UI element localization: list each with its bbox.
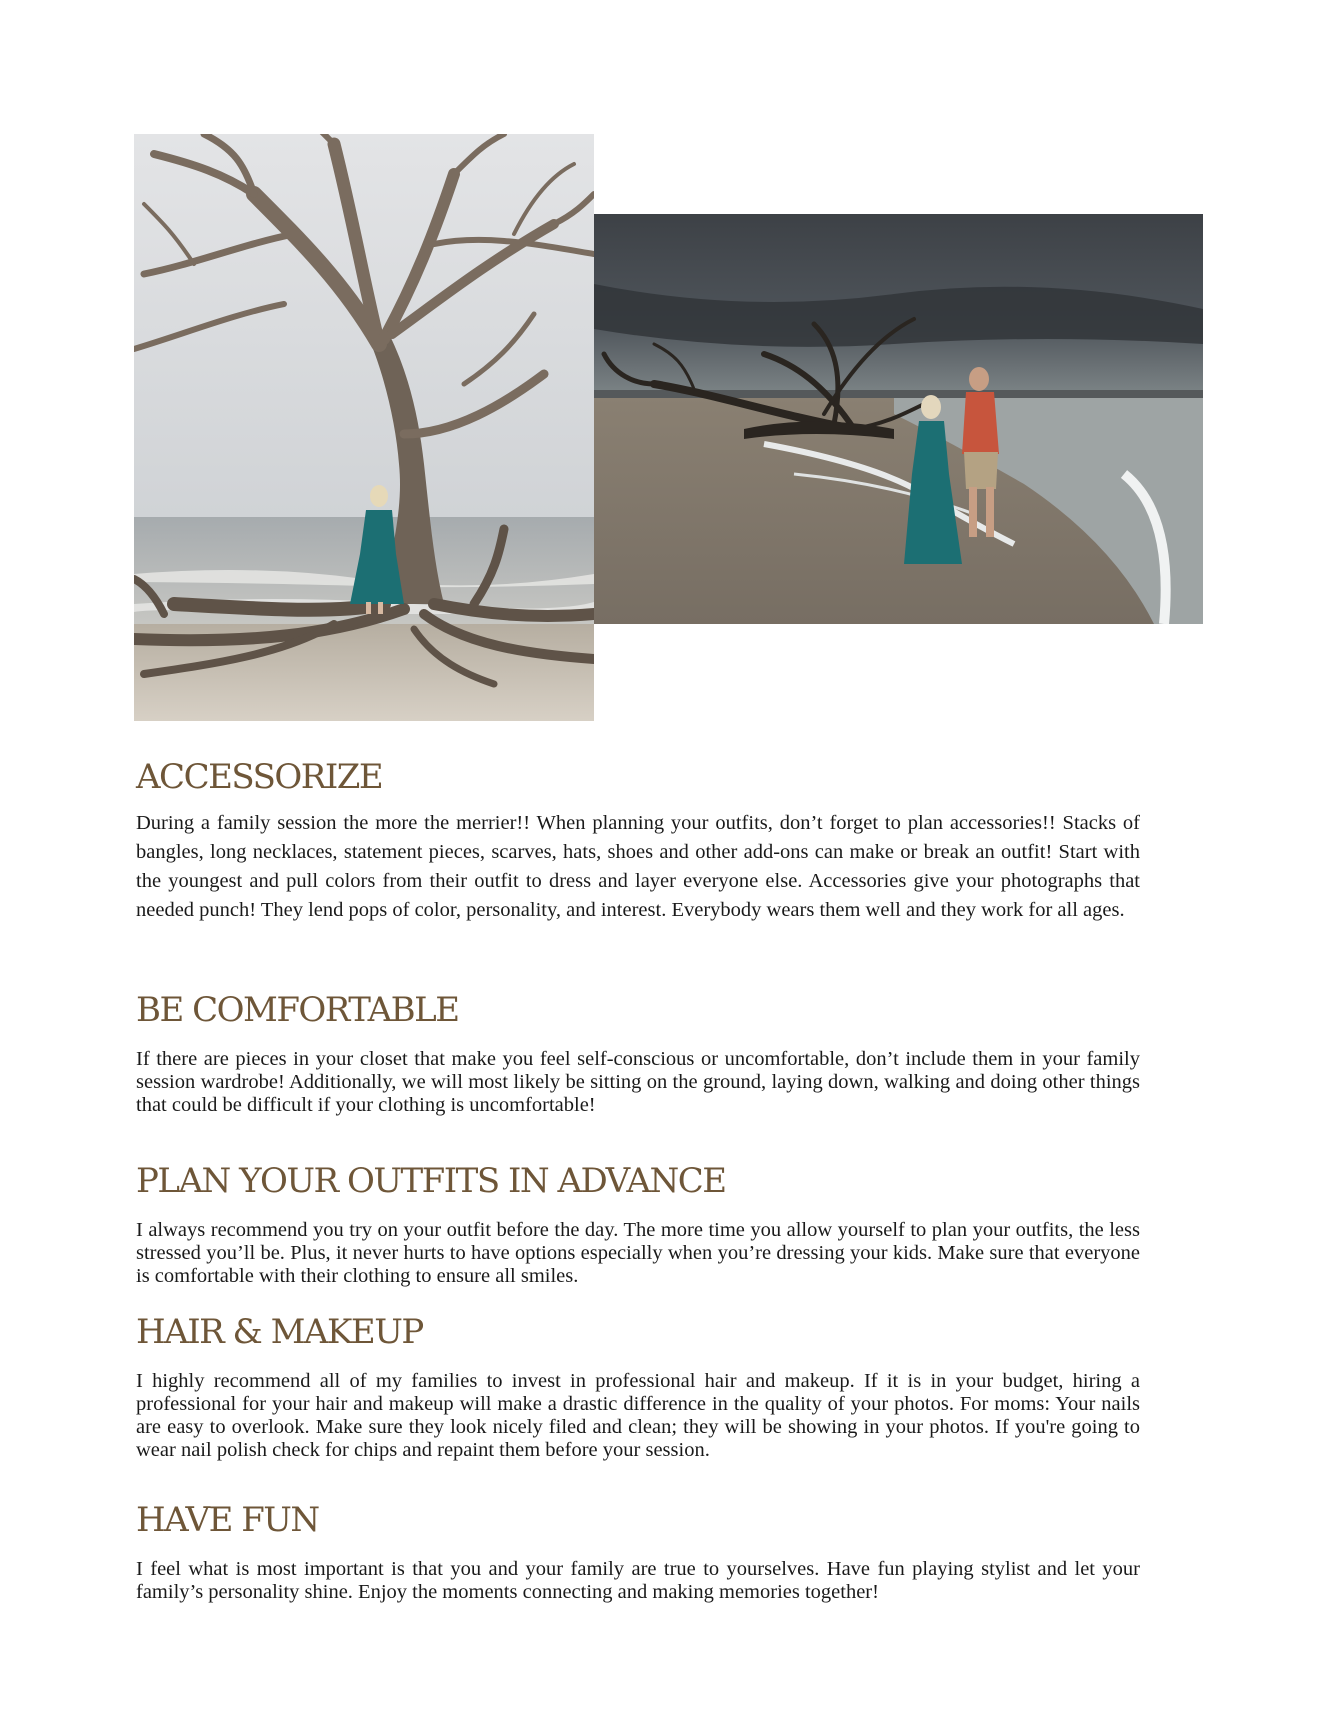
section-body: I feel what is most important is that you and your family are true to yourselves. Have fun playing stylist and let your family’s personality shine. Enjoy the moments connecting and making memories together!: [136, 1558, 1140, 1603]
section-have-fun: [136, 1500, 1140, 1604]
section-body: I highly recommend all of my families to invest in professional hair and makeup. If it is in your budget, hiring a professional for your hair and makeup will make a drastic difference in the quality of your photos. For moms: Your nails are easy to overlook. Make sure they look nicely filed and clean; they will be showing in your photos. If you're going to wear nail polish check for chips and repaint them before your session.: [136, 1370, 1140, 1461]
pregnant-woman-under-driftwood-tree-photo: [134, 134, 594, 721]
section-heading: PLAN YOUR OUTFITS IN ADVANCE: [136, 1161, 726, 1201]
section-accessorize: [136, 757, 1140, 925]
section-hair-makeup: [136, 1312, 1140, 1462]
couple-on-stormy-beach-photo: [594, 214, 1203, 624]
section-heading: HAIR & MAKEUP: [136, 1312, 423, 1352]
section-body: If there are pieces in your closet that make you feel self-conscious or uncomfortable, don’t include them in your family session wardrobe! Additionally, we will most likely be sitting on the ground, laying down, walking and doing other things that could be difficult if your clothing is uncomfortable!: [136, 1048, 1140, 1116]
section-plan-outfits: [136, 1161, 1140, 1288]
section-body: I always recommend you try on your outfit before the day. The more time you allow yourself to plan your outfits, the less stressed you’ll be. Plus, it never hurts to have options especially when you’re dressing your kids. Make sure that everyone is comfortable with their clothing to ensure all smiles.: [136, 1219, 1140, 1287]
section-heading: ACCESSORIZE: [136, 757, 383, 797]
section-heading: BE COMFORTABLE: [136, 990, 459, 1030]
section-heading: HAVE FUN: [136, 1500, 319, 1540]
section-body: During a family session the more the merrier!! When planning your outfits, don’t forget to plan accessories!! Stacks of bangles, long necklaces, statement pieces, scarves, hats, shoes and other add-ons can make or break an outfit! Start with the youngest and pull colors from their outfit to dress and layer everyone else. Accessories give your photographs that needed punch! They lend pops of color, personality, and interest. Everybody wears them well and they work for all ages.: [136, 812, 1140, 921]
tree-photo: [134, 134, 594, 721]
section-be-comfortable: [136, 990, 1140, 1117]
beach-photo: [594, 214, 1203, 624]
